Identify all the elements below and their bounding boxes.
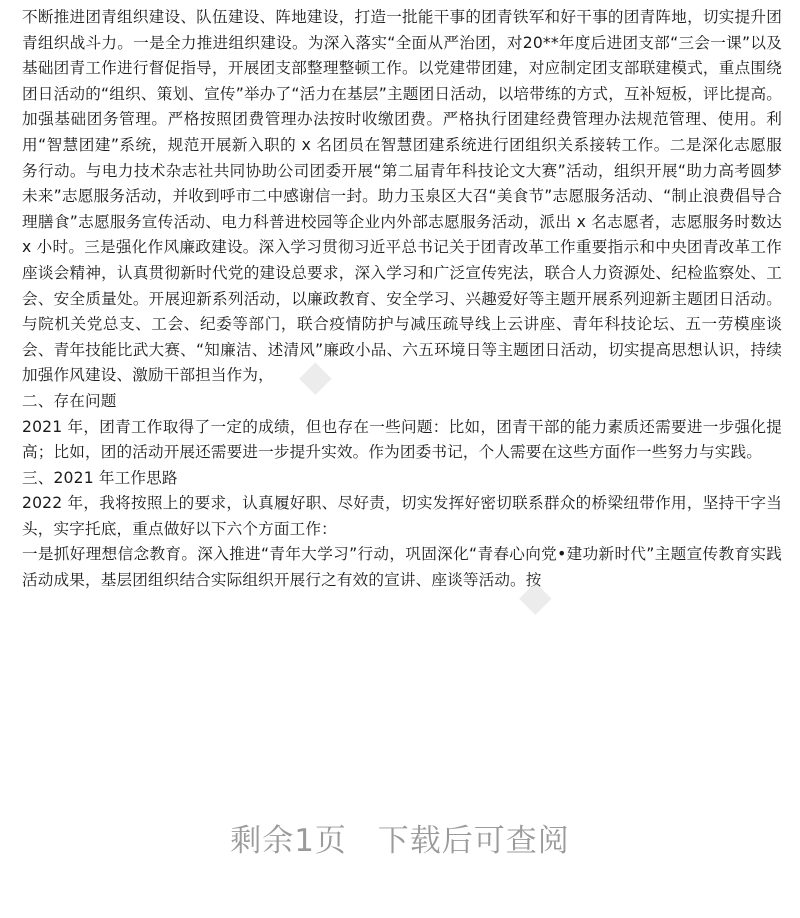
paragraph-org-building: 不断推进团青组织建设、队伍建设、阵地建设，打造一批能干事的团青铁军和好干事的团青阵地，切实提升团青组织战斗力。一是全力推进组织建设。为深入落实“全面从严治团，对20**年度后进团支部“三会一课”以及基础团青工作进行督促指导，开展团支部整理整顿工作。以党建带团建，对应制定团支部联建模式，重点围绕团日活动的“组织、策划、宣传”举办了“活力在基层”主题团日活动，以培带练的方式，互补短板，评比提高。加强基础团务管理。严格按照团费管理办法按时收缴团费。严格执行团建经费管理办法规范管理、使用。利用“智慧团建”系统，规范开展新入职的 x 名团员在智慧团建系统进行团组织关系接转工作。二是深化志愿服务行动。与电力技术杂志社共同协助公司团委开展“第二届青年科技论文大赛”活动，组织开展“助力高考圆梦未来”志愿服务活动，并收到呼市二中感谢信一封。助力玉泉区大召“美食节”志愿服务活动、“制止浪费倡导合理膳食”志愿服务宣传活动、电力科普进校园等企业内外部志愿服务活动，派出 x 名志愿者，志愿服务时数达 x 小时。三是强化作风廉政建设。深入学习贯彻习近平总书记关于团青改革工作重要指示和中央团青改革工作座谈会精神，认真贯彻新时代党的建设总要求，深入学习和广泛宣传宪法，联合人力资源处、纪检监察处、工会、安全质量处。开展迎新系列活动，以廉政教育、安全学习、兴趣爱好等主题开展系列迎新主题团日活动。与院机关党总支、工会、纪委等部门，联合疫情防护与减压疏导线上云讲座、青年科技论坛、五一劳模座谈会、青年技能比武大赛、“知廉洁、述清风”廉政小品、六五环境日等主题团日活动，切实提高思想认识，持续加强作风建设、激励干部担当作为， bbox=[22, 8, 782, 385]
remaining-pages-banner[interactable] bbox=[0, 815, 800, 860]
section-heading-plan: 三、2021 年工作思路 bbox=[22, 468, 178, 487]
watermark: ■ bbox=[511, 575, 557, 620]
paragraph-plan-item-1: 一是抓好理想信念教育。深入推进“青年大学习”行动，巩固深化“青春心向党•建功新时代”主题宣传教育实践活动成果，基层团组织结合实际组织开展行之有效的宣讲、座谈等活动。按 bbox=[22, 545, 782, 590]
remaining-pages-text: 剩余1页 bbox=[230, 823, 347, 859]
paragraph-plan-intro: 2022 年，我将按照上的要求，认真履好职、尽好责，切实发挥好密切联系群众的桥梁纽带作用，坚持干字当头，实字托底，重点做好以下六个方面工作： bbox=[22, 494, 782, 538]
paragraph-problems: 2021 年，团青工作取得了一定的成绩，但也存在一些问题：比如，团青干部的能力素质还需要进一步强化提高；比如，团的活动开展还需要进一步提升实效。作为团委书记，个人需要在这些方面作一些努力与实践。 bbox=[22, 417, 782, 462]
download-to-view-text: 下载后可查阅 bbox=[377, 823, 570, 859]
watermark: ■ bbox=[291, 355, 337, 400]
section-heading-problems: 二、存在问题 bbox=[22, 391, 117, 410]
document-body bbox=[22, 5, 782, 594]
